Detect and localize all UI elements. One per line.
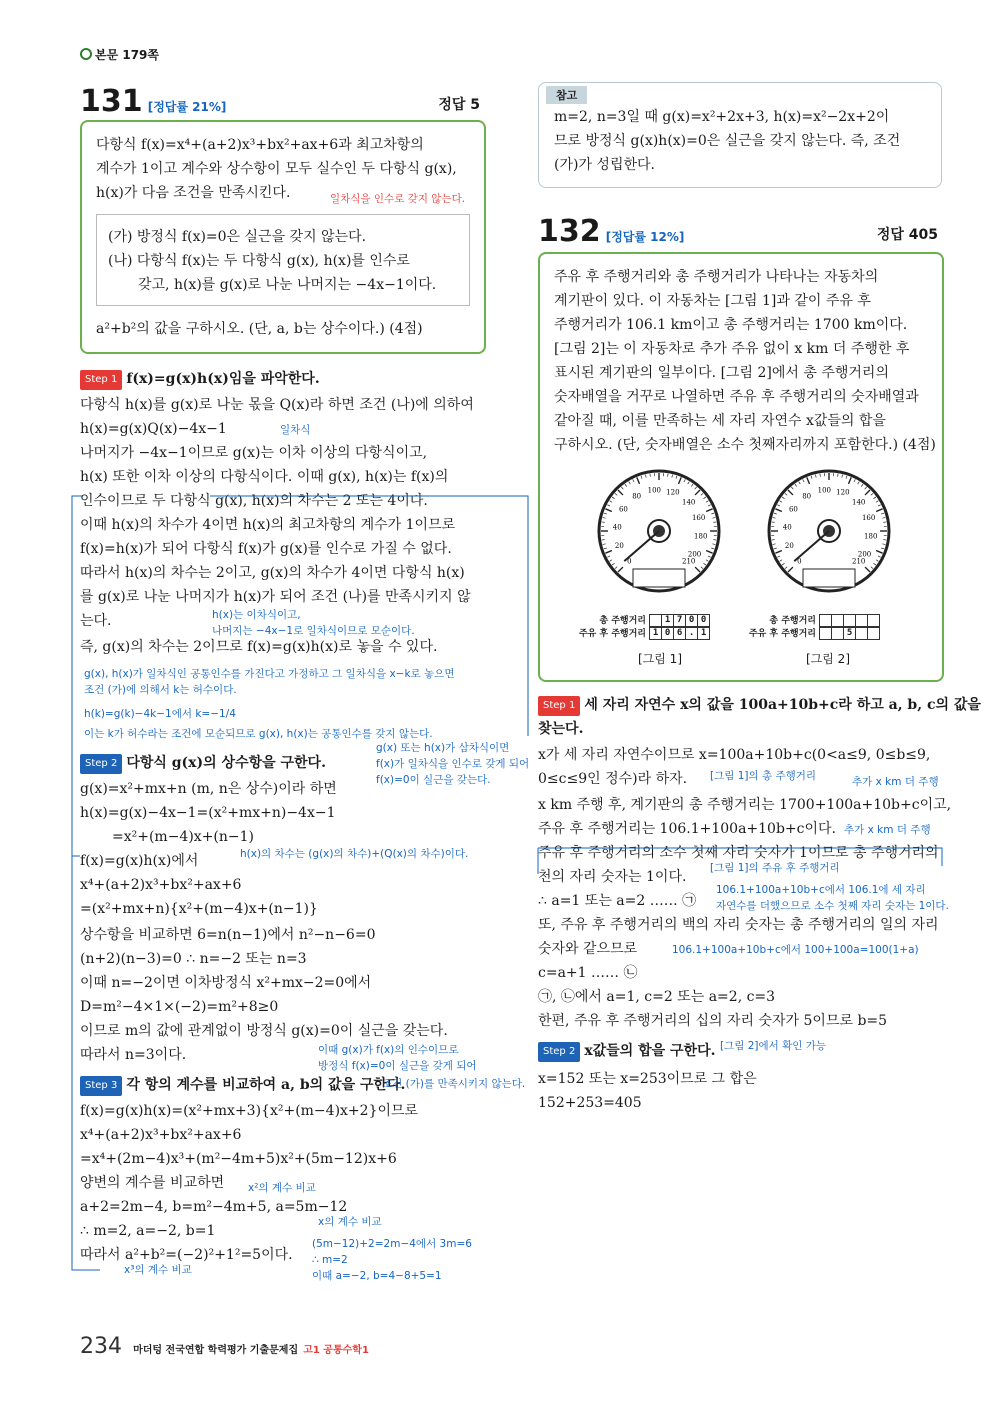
solution-line: 천의 자리 숫자는 1이다. bbox=[538, 869, 687, 885]
trip-distance-row: 주유 후 주행거리 5 bbox=[748, 627, 879, 640]
solution-line: 양변의 계수를 비교하면 bbox=[80, 1175, 225, 1191]
gauge-label: 140 bbox=[852, 498, 866, 507]
solution-line: ㉠, ㉡에서 a=1, c=2 또는 a=2, c=3 bbox=[538, 989, 776, 1005]
gauge-label: 100 bbox=[817, 486, 831, 495]
step-3-title: Step 3 각 항의 계수를 비교하여 a, b의 값을 구한다. bbox=[80, 1076, 405, 1096]
solution-line: h(x)=g(x)Q(x)−4x−1 bbox=[80, 421, 227, 437]
step-badge: Step 3 bbox=[80, 1076, 122, 1096]
solution-line: 따라서 a²+b²=(−2)²+1²=5이다. bbox=[80, 1247, 293, 1263]
question-line: 다항식 f(x)=x⁴+(a+2)x³+bx²+ax+6과 최고차항의 bbox=[96, 137, 424, 153]
solution-line: ∴ a=1 또는 a=2 …… ㉠ bbox=[538, 893, 697, 909]
margin-note: g(x), h(x)가 일차식인 공통인수를 가진다고 가정하고 그 일차식을 x−k로 놓으면 bbox=[84, 668, 455, 680]
solution-line: 는다. bbox=[80, 613, 112, 629]
grade-label: 고1 공통수학1 bbox=[303, 1345, 369, 1356]
margin-note: [그림 2]에서 확인 가능 bbox=[720, 1040, 827, 1052]
gauge-label: 200 bbox=[687, 550, 702, 559]
problem-132-header bbox=[538, 214, 938, 248]
reference-line: (가)가 성립한다. bbox=[554, 157, 655, 173]
digit: 1 bbox=[661, 614, 674, 627]
solution-line: f(x)=h(x)가 되어 다항식 f(x)가 g(x)를 인수로 가질 수 없다. bbox=[80, 541, 452, 557]
reference-label: 참고 bbox=[546, 86, 587, 104]
solution-line: x⁴+(a+2)x³+bx²+ax+6 bbox=[80, 1127, 242, 1143]
gauge-label: 120 bbox=[836, 488, 850, 497]
solution-line: 나머지가 −4x−1이므로 g(x)는 이차 이상의 다항식이고, bbox=[80, 445, 428, 461]
solution-line: 를 g(x)로 나눈 나머지가 h(x)가 되어 조건 (나)를 만족시키지 않 bbox=[80, 589, 471, 605]
gauge-label: 80 bbox=[802, 492, 812, 501]
solution-line: f(x)=g(x)h(x)에서 bbox=[80, 853, 199, 869]
margin-note: g(x) 또는 h(x)가 삼차식이면 bbox=[376, 742, 510, 754]
gauge-label: 80 bbox=[632, 492, 642, 501]
solution-line: g(x)=x²+mx+n (m, n은 상수)이라 하면 bbox=[80, 781, 337, 797]
gauge-label: 20 bbox=[784, 541, 794, 550]
margin-note: 이는 k가 허수라는 조건에 모순되므로 g(x), h(x)는 공통인수를 갖지 않는다. bbox=[84, 728, 433, 740]
footer bbox=[80, 1334, 369, 1359]
digit: 0 bbox=[685, 614, 698, 627]
reference-line: 므로 방정식 g(x)h(x)=0은 실근을 갖지 않는다. 즉, 조건 bbox=[554, 133, 901, 149]
gauge-label: 60 bbox=[618, 505, 628, 514]
digit: 0 bbox=[661, 627, 674, 640]
gauge-label: 180 bbox=[694, 532, 708, 541]
figure-1-display bbox=[578, 614, 709, 640]
book-title: 마더텅 전국연합 학력평가 기출문제집 bbox=[133, 1345, 299, 1356]
gauge-label: 200 bbox=[857, 550, 872, 559]
solution-line: h(x) 또한 이차 이상의 다항식이다. 이때 g(x), h(x)는 f(x)의 bbox=[80, 469, 449, 485]
problem-number: 131 bbox=[80, 84, 143, 119]
solution-line: x가 세 자리 자연수이므로 x=100a+10b+c(0<a≤9, 0≤b≤9, bbox=[538, 747, 931, 763]
margin-note: 일차식을 인수로 갖지 않는다. bbox=[330, 193, 466, 205]
total-distance-row: 총 주행거리 bbox=[748, 614, 879, 627]
gauge-label: 160 bbox=[691, 514, 706, 523]
margin-note: (5m−12)+2=2m−4에서 3m=6 bbox=[312, 1238, 472, 1250]
speedometer-figure-1 bbox=[594, 466, 724, 596]
condition-a bbox=[108, 228, 366, 246]
question-line: 같아질 때, 이를 만족하는 세 자리 자연수 x값들의 합을 bbox=[554, 413, 886, 429]
digit: 1 bbox=[697, 627, 710, 640]
gauge-label: 160 bbox=[861, 514, 876, 523]
condition-b-cont: 갖고, h(x)를 g(x)로 나눈 나머지는 −4x−1이다. bbox=[138, 277, 437, 293]
digit: 6 bbox=[673, 627, 686, 640]
digit: 7 bbox=[673, 614, 686, 627]
solution-line: 숫자와 같으므로 bbox=[538, 941, 638, 957]
margin-note: [그림 1]의 총 주행거리 bbox=[710, 770, 817, 782]
page-number: 234 bbox=[80, 1334, 122, 1359]
solution-line: =(x²+mx+n){x²+(m−4)x+(n−1)} bbox=[80, 901, 318, 917]
margin-note: 이때 g(x)가 f(x)의 인수이므로 bbox=[318, 1044, 459, 1056]
question-line: 주행거리가 106.1 km이고 총 주행거리는 1700 km이다. bbox=[554, 317, 908, 333]
total-distance-row: 총 주행거리 1 7 0 0 bbox=[578, 614, 709, 627]
solution-line: 상수항을 비교하면 6=n(n−1)에서 n²−n−6=0 bbox=[80, 927, 376, 943]
condition-b: (나) 다항식 f(x)는 두 다항식 g(x), h(x)를 인수로 bbox=[108, 253, 410, 269]
question-line: 계기판이 있다. 이 자동차는 [그림 1]과 같이 주유 후 bbox=[554, 293, 871, 309]
answer: 정답 405 bbox=[876, 227, 938, 243]
margin-note: x의 계수 비교 bbox=[318, 1216, 382, 1228]
margin-note: 일차식 bbox=[280, 424, 311, 436]
question-line: 숫자배열을 거꾸로 나열하면 주유 후 주행거리의 숫자배열과 bbox=[554, 389, 919, 405]
solution-line: 또, 주유 후 주행거리의 백의 자리 숫자는 총 주행거리의 일의 자리 bbox=[538, 917, 939, 933]
condition-a-text: (가) 방정식 f(x)=0은 실근을 갖지 않는다. bbox=[108, 229, 367, 245]
digit bbox=[867, 614, 880, 627]
solution-line: 주유 후 주행거리는 106.1+100a+10b+c이다. bbox=[538, 821, 836, 837]
step-1-title: Step 1 세 자리 자연수 x의 값을 100a+10b+c라 하고 a, b, c의 값을 bbox=[538, 696, 981, 716]
solution-line: 주유 후 주행거리의 소수 첫째 자리 숫자가 1이므로 총 주행거리의 bbox=[538, 845, 939, 861]
solution-line: D=m²−4×1×(−2)=m²+8≥0 bbox=[80, 999, 279, 1015]
reference-line: m=2, n=3일 때 g(x)=x²+2x+3, h(x)=x²−2x+2이 bbox=[554, 109, 890, 125]
page-reference: 본문 179쪽 bbox=[80, 46, 159, 63]
speedometer-figure-2 bbox=[764, 466, 894, 596]
solution-line: 인수이므로 두 다항식 g(x), h(x)의 차수는 2 또는 4이다. bbox=[80, 493, 428, 509]
solution-line: 즉, g(x)의 차수는 2이므로 f(x)=g(x)h(x)로 놓을 수 있다. bbox=[80, 639, 438, 655]
gauge-label: 0 bbox=[627, 557, 632, 566]
problem-131-header bbox=[80, 84, 480, 118]
annotation-lines bbox=[60, 490, 540, 1280]
gauge-label: 100 bbox=[647, 486, 661, 495]
question-line: 계수가 1이고 계수와 상수항이 모두 실수인 두 다항식 g(x), bbox=[96, 161, 457, 177]
margin-note: h(x)의 차수는 (g(x)의 차수)+(Q(x)의 차수)이다. bbox=[240, 848, 469, 860]
margin-note: 조건 (가)에 의해서 k는 허수이다. bbox=[84, 684, 237, 696]
margin-note: f(x)가 일차식을 인수로 갖게 되어 bbox=[376, 758, 530, 770]
total-digits bbox=[819, 616, 879, 626]
margin-note: x³의 계수 비교 bbox=[124, 1264, 192, 1276]
margin-note: ∴ m=2 bbox=[312, 1254, 348, 1266]
solution-line: a+2=2m−4, b=m²−4m+5, a=5m−12 bbox=[80, 1199, 348, 1215]
accuracy-rate: [정답률 12%] bbox=[605, 230, 685, 244]
step-badge: Step 2 bbox=[80, 754, 122, 774]
solution-line: x=152 또는 x=253이므로 그 합은 bbox=[538, 1071, 757, 1087]
question-line: h(x)가 다음 조건을 만족시킨다. bbox=[96, 185, 291, 201]
solution-line: f(x)=g(x)h(x)=(x²+mx+3){x²+(m−4)x+2}이므로 bbox=[80, 1103, 419, 1119]
digit: . bbox=[685, 627, 698, 640]
step-badge: Step 1 bbox=[80, 370, 122, 390]
question-ask: a²+b²의 값을 구하시오. (단, a, b는 상수이다.) (4점) bbox=[96, 321, 423, 337]
problem-number: 132 bbox=[538, 214, 601, 249]
margin-note: x²의 계수 비교 bbox=[248, 1182, 316, 1194]
gauge-label: 40 bbox=[782, 523, 792, 532]
figure-1-caption: [그림 1] bbox=[638, 652, 682, 666]
accuracy-rate: [정답률 21%] bbox=[147, 100, 227, 114]
trip-distance-row: 주유 후 주행거리 1 0 6 . 1 bbox=[578, 627, 709, 640]
trip-digits bbox=[649, 629, 709, 639]
answer: 정답 5 bbox=[438, 97, 480, 113]
step-2-title: Step 2 x값들의 합을 구한다. bbox=[538, 1042, 715, 1062]
margin-note: h(x)는 이차식이고, bbox=[212, 609, 301, 621]
solution-line: h(x)=g(x)−4x−1=(x²+mx+n)−4x−1 bbox=[80, 805, 336, 821]
solution-line: (n+2)(n−3)=0 ∴ n=−2 또는 n=3 bbox=[80, 951, 307, 967]
gauge-label: 210 bbox=[682, 557, 696, 566]
margin-note: 조건 (가)를 만족시키지 않는다. bbox=[382, 1078, 526, 1090]
step-badge: Step 1 bbox=[538, 696, 580, 716]
digit: 0 bbox=[697, 614, 710, 627]
margin-note: [그림 1]의 주유 후 주행거리 bbox=[710, 862, 840, 874]
digit: 5 bbox=[843, 627, 856, 640]
gauge-label: 140 bbox=[682, 498, 696, 507]
solution-line: 이때 h(x)의 차수가 4이면 h(x)의 최고차항의 계수가 1이므로 bbox=[80, 517, 456, 533]
margin-note: 나머지는 −4x−1로 일차식이므로 모순이다. bbox=[212, 625, 415, 637]
margin-note: 106.1+100a+10b+c에서 106.1에 세 자리 bbox=[716, 884, 926, 896]
margin-note: 방정식 f(x)=0이 실근을 갖게 되어 bbox=[318, 1060, 477, 1072]
solution-line: x km 주행 후, 계기판의 총 주행거리는 1700+100a+10b+c이고, bbox=[538, 797, 952, 813]
circle-icon bbox=[80, 48, 92, 60]
solution-line: 다항식 h(x)를 g(x)로 나눈 몫을 Q(x)라 하면 조건 (나)에 의하여 bbox=[80, 397, 474, 413]
figure-2-display bbox=[748, 614, 879, 640]
question-line: 구하시오. (단, 숫자배열은 소수 첫째자리까지 포함한다.) (4점) bbox=[554, 437, 936, 453]
gauge-label: 60 bbox=[788, 505, 798, 514]
odometer-window bbox=[633, 569, 685, 587]
gauge-label: 120 bbox=[666, 488, 680, 497]
question-line: 표시된 계기판의 일부이다. [그림 2]에서 총 주행거리의 bbox=[554, 365, 889, 381]
digit: 1 bbox=[649, 627, 662, 640]
solution-line: 한편, 주유 후 주행거리의 십의 자리 숫자가 5이므로 b=5 bbox=[538, 1013, 888, 1029]
solution-line: 이때 n=−2이면 이차방정식 x²+mx−2=0에서 bbox=[80, 975, 372, 991]
annotation-lines bbox=[530, 826, 950, 886]
solution-line: =x⁴+(2m−4)x³+(m²−4m+5)x²+(5m−12)x+6 bbox=[80, 1151, 397, 1167]
odometer-window bbox=[803, 569, 855, 587]
margin-note: 추가 x km 더 주행 bbox=[852, 776, 939, 788]
gauge-label: 40 bbox=[612, 523, 622, 532]
solution-line: 찾는다. bbox=[538, 721, 584, 737]
solution-line: x⁴+(a+2)x³+bx²+ax+6 bbox=[80, 877, 242, 893]
margin-note: f(x)=0이 실근을 갖는다. bbox=[376, 774, 491, 786]
gauge-label: 180 bbox=[864, 532, 878, 541]
solution-line: 이므로 m의 값에 관계없이 방정식 g(x)=0이 실근을 갖는다. bbox=[80, 1023, 448, 1039]
margin-note: h(k)=g(k)−4k−1에서 k=−1/4 bbox=[84, 708, 236, 720]
figure-2-caption: [그림 2] bbox=[806, 652, 850, 666]
step-1-title: Step 1 f(x)=g(x)h(x)임을 파악한다. bbox=[80, 370, 320, 390]
digit bbox=[867, 627, 880, 640]
solution-line: 152+253=405 bbox=[538, 1095, 642, 1111]
solution-line: 따라서 n=3이다. bbox=[80, 1047, 187, 1063]
solution-line: c=a+1 …… ㉡ bbox=[538, 965, 638, 981]
margin-note: 추가 x km 더 주행 bbox=[844, 824, 931, 836]
gauge-label: 0 bbox=[797, 557, 802, 566]
margin-note: 106.1+100a+10b+c에서 100+100a=100(1+a) bbox=[672, 944, 919, 956]
solution-line: 따라서 h(x)의 차수는 2이고, g(x)의 차수가 4이면 다항식 h(x) bbox=[80, 565, 465, 581]
step-2-title: Step 2 다항식 g(x)의 상수항을 구한다. bbox=[80, 754, 326, 774]
margin-note: 자연수를 더했으므로 소수 첫째 자리 숫자는 1이다. bbox=[716, 900, 949, 912]
question-line: [그림 2]는 이 자동차로 추가 주유 없이 x km 더 주행한 후 bbox=[554, 341, 910, 357]
question-line: 주유 후 주행거리와 총 주행거리가 나타나는 자동차의 bbox=[554, 269, 879, 285]
solution-line: 0≤c≤9인 정수)라 하자. bbox=[538, 771, 688, 787]
gauge-label: 20 bbox=[614, 541, 624, 550]
solution-line: =x²+(m−4)x+(n−1) bbox=[112, 829, 255, 845]
margin-note: 이때 a=−2, b=4−8+5=1 bbox=[312, 1270, 442, 1282]
total-digits bbox=[649, 616, 709, 626]
trip-digits bbox=[819, 629, 879, 639]
solution-line: ∴ m=2, a=−2, b=1 bbox=[80, 1223, 216, 1239]
step-badge: Step 2 bbox=[538, 1042, 580, 1062]
gauge-label: 210 bbox=[852, 557, 866, 566]
